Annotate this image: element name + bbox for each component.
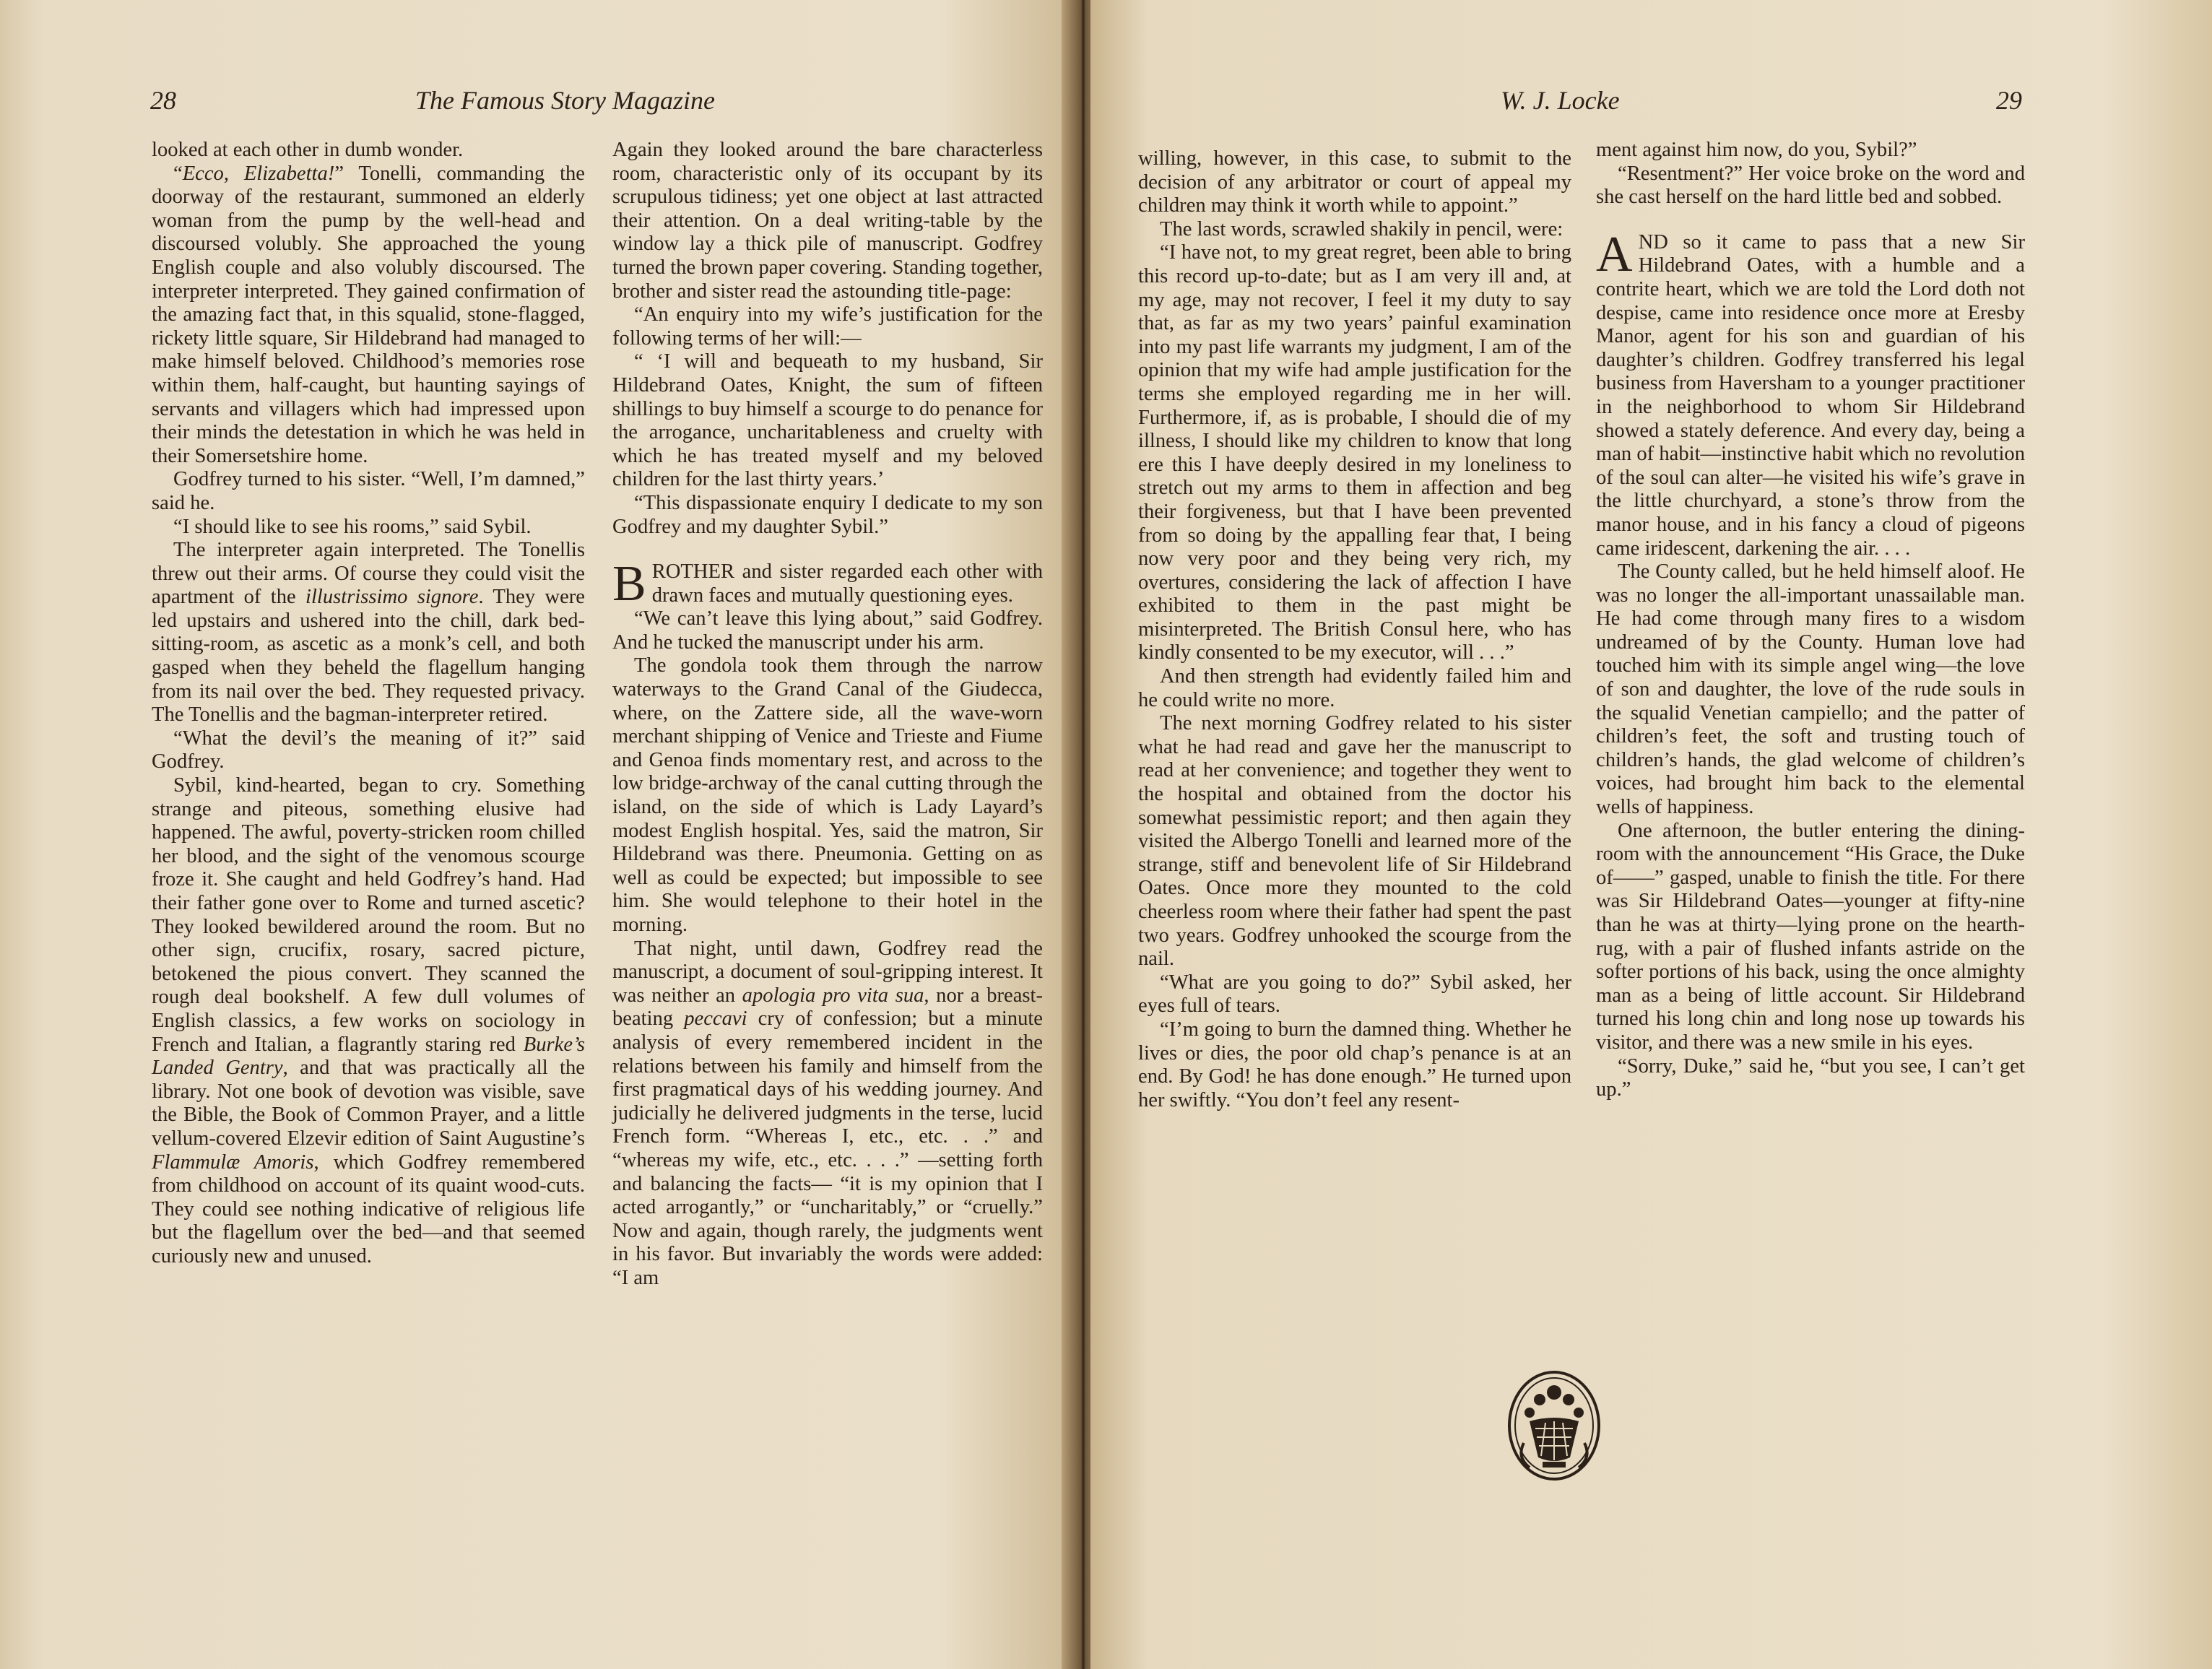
paragraph: Sybil, kind-hearted, began to cry. Something strange and piteous, something elusive had happened. The awful, poverty-stricken room chilled her blood, and the sight of the venomous scourge froze it. She caught and held Godfrey’s hand. Had their father gone over to Rome and turned ascetic? They looked bewildered around the room. But no other sign, crucifix, rosary, sacred picture, betokened the pious convert. They scanned the rough deal bookshelf. A few dull volumes of English classics, a few works on sociology in French and Italian, a flagrantly staring red Burke’s Landed Gentry, and that was practically all the library. Not one book of devotion was visible, save the Bible, the Book of Common Prayer, and a little vellum-covered Elzevir edition of Saint Augustine’s Flammulæ Amoris, which Godfrey remembered from childhood on account of its quaint wood-cuts. They could see nothing indicative of religious life but the flagellum over the bed—and that seemed curiously new and unused. bbox=[152, 774, 585, 1267]
paragraph: “What are you going to do?” Sybil asked, her eyes full of tears. bbox=[1138, 971, 1571, 1018]
page-number-left: 28 bbox=[150, 86, 176, 115]
right-column-2 bbox=[1596, 139, 2025, 1102]
paragraph: “I have not, to my great regret, been able to bring this record up-to-date; but as I am very ill and, at my age, may not recover, I feel it my duty to say that, as far as my two years’ painful examination into my past life warrants my judgment, I am of the opinion that my wife had ample justification for the terms she employed regarding me in her will. Furthermore, if, as is probable, I should die of my illness, I should like my children to know that long ere this I have deeply desired in my loneliness to stretch out my arms to them in affection and beg their forgiveness, but that I have been prevented from so doing by the appalling fear that, I being now very poor and they being very rich, my overtures, considering the lack of affection I have exhibited to them in the past might be misinterpreted. The British Consul here, who has kindly consented to be my executor, will . . .” bbox=[1138, 241, 1571, 664]
left-page bbox=[0, 0, 1076, 1669]
drop-cap: A bbox=[1596, 226, 1633, 282]
right-column-1 bbox=[1138, 147, 1571, 1112]
left-column-2 bbox=[612, 139, 1043, 1291]
paragraph: looked at each other in dumb wonder. bbox=[152, 139, 464, 161]
page-number-right: 29 bbox=[1996, 86, 2022, 115]
paragraph: Again they looked around the bare characterless room, characteristic only of its occupant by its scrupulous tidiness; yet one object at last attracted their attention. On a deal writing-table by the window lay a thick pile of manuscript. Godfrey turned the brown paper covering. Standing together, brother and sister read the astounding title-page: bbox=[612, 139, 1043, 303]
right-page bbox=[1090, 0, 2212, 1669]
drop-cap: B bbox=[612, 556, 646, 612]
paragraph: The County called, but he held himself aloof. He was no longer the all-important unassailable man. He had come through many fires to a wisdom undreamed of by the County. Human love had touched him with its simple angel wing—the love of son and daughter, the love of the rude souls in the squalid Venetian campiello; and the patter of children’s feet, the soft and trusting touch of children’s hands, the glad welcome of children’s voices, had brought him back to the elemental wells of happiness. bbox=[1596, 560, 2025, 819]
paragraph: Godfrey turned to his sister. “Well, I’m damned,” said he. bbox=[152, 468, 585, 514]
paragraph: BROTHER and sister regarded each other with drawn faces and mutually questioning eyes. bbox=[612, 556, 1043, 612]
paragraph: ment against him now, do you, Sybil?” bbox=[1596, 139, 1917, 161]
paragraph: “This dispassionate enquiry I dedicate to my son Godfrey and my daughter Sybil.” bbox=[612, 491, 1043, 538]
paragraph: “I should like to see his rooms,” said Sybil. bbox=[173, 515, 532, 538]
paragraph: willing, however, in this case, to submit to the decision of any arbitrator or court of appeal my children may think it worth while to appoint.” bbox=[1138, 147, 1571, 217]
paragraph: “What the devil’s the meaning of it?” said Godfrey. bbox=[152, 727, 585, 773]
paragraph: AND so it came to pass that a new Sir Hildebrand Oates, with a humble and a contrite heart, which we are told the Lord doth not despise, came into residence once more at Eresby Manor, agent for his son and guardian of his daughter’s children. Godfrey transferred his legal business from Haversham to a younger practitioner in the neighborhood to whom Sir Hildebrand showed a stately deference. And every day, being a man of habit—instinctive habit which no revolution of the soul can alter—he visited his wife’s grave in the little churchyard, a stone’s throw from the manor house, and in his fancy a cloud of pigeons came iridescent, darkening the air. . . . bbox=[1596, 226, 2026, 560]
paragraph: “Resentment?” Her voice broke on the word and she cast herself on the hard little bed and sobbed. bbox=[1596, 162, 2025, 209]
paragraph: That night, until dawn, Godfrey read the manuscript, a document of soul-gripping interest. It was neither an apologia pro vita sua, nor a breast-beating peccavi cry of confession; but a minute analysis of every remembered incident in the relations between his family and himself from the first pragmatical days of his wedding journey. And judicially he delivered judgments in the terse, lucid French form. “Whereas I, etc., etc. . .” and “whereas my wife, etc., etc. . . .” —setting forth and balancing the facts— “it is my opinion that I acted arrogantly,” or “uncharitably,” or “cruelly.” Now and again, though rarely, the judgments went in his favor. But invariably the words were added: “I am bbox=[612, 937, 1044, 1289]
running-head-right: W. J. Locke bbox=[1501, 86, 1620, 115]
paragraph: One afternoon, the butler entering the dining-room with the announcement “His Grace, the Duke of——” gasped, unable to finish the title. For there was Sir Hildebrand Oates—younger at fifty-nine than he was at thirty—lying prone on the hearth-rug, with a pair of flushed infants astride on the softer portions of his back, using the once almighty man as a being of little account. Sir Hildebrand turned his long chin and long nose up towards his visitor, and there was a new smile in his eyes. bbox=[1596, 819, 2025, 1054]
running-head-left: The Famous Story Magazine bbox=[415, 86, 715, 115]
paragraph: “I’m going to burn the damned thing. Whether he lives or dies, the poor old chap’s penance is at an end. By God! he has done enough.” He turned upon her swiftly. “You don’t feel any resent- bbox=[1138, 1018, 1571, 1111]
paragraph: And then strength had evidently failed him and he could write no more. bbox=[1138, 665, 1571, 711]
basket-of-flowers-ornament-icon bbox=[1508, 1371, 1600, 1481]
paragraph: The interpreter again interpreted. The Tonellis threw out their arms. Of course they could visit the apartment of the illustrissimo signore. They were led upstairs and ushered into the chill, dark bed-sitting-room, as ascetic as a monk’s cell, and both gasped when they beheld the flagellum hanging from its nail over the bed. They requested privacy. The Tonellis and the bagman-interpreter retired. bbox=[152, 539, 585, 727]
paragraph: “Sorry, Duke,” said he, “but you see, I can’t get up.” bbox=[1596, 1054, 2025, 1101]
paragraph: The last words, scrawled shakily in pencil, were: bbox=[1160, 217, 1563, 240]
paragraph: “We can’t leave this lying about,” said Godfrey. And he tucked the manuscript under his arm. bbox=[612, 607, 1043, 654]
paragraph: “An enquiry into my wife’s justification for the following terms of her will:— bbox=[612, 303, 1043, 350]
left-column-1 bbox=[152, 139, 585, 1269]
paragraph: “Ecco, Elizabetta!” Tonelli, commanding the doorway of the restaurant, summoned an elderly woman from the pump by the well-head and discoursed volubly. She approached the young English couple and also volubly discoursed. The interpreter interpreted. They gained confirmation of the amazing fact that, in this squalid, stone-flagged, rickety little square, Sir Hildebrand had managed to make himself beloved. Childhood’s memories rose within them, half-caught, but haunting sayings of servants and villagers which had impressed upon their minds the detestation in which he was held in their Somersetshire home. bbox=[152, 162, 585, 467]
paragraph: The next morning Godfrey related to his sister what he had read and gave her the manuscript to read at her convenience; and together they went to the hospital and obtained from the doctor his somewhat pessimistic report; and then again they visited the Albergo Tonelli and learned more of the strange, stiff and benevolent life of Sir Hildebrand Oates. Once more they mounted to the cold cheerless room where their father had spent the past two years. Godfrey unhooked the scourge from the nail. bbox=[1138, 712, 1571, 971]
paragraph: The gondola took them through the narrow waterways to the Grand Canal of the Giudecca, where, on the Zattere side, all the wave-worn merchant shipping of Venice and Trieste and Fiume and Genoa finds momentary rest, and across to the low bridge-archway of the canal cutting through the island, on the side of which is Lady Layard’s modest English hospital. Yes, said the matron, Sir Hildebrand was there. Pneumonia. Getting on as well as could be expected; but impossible to see him. She would telephone to their hotel in the morning. bbox=[612, 654, 1043, 936]
paragraph: “ ‘I will and bequeath to my husband, Sir Hildebrand Oates, Knight, the sum of fifteen shillings to buy himself a scourge to do penance for the arrogance, uncharitableness and cruelty with which he has treated myself and my beloved children for the last thirty years.’ bbox=[612, 350, 1043, 491]
